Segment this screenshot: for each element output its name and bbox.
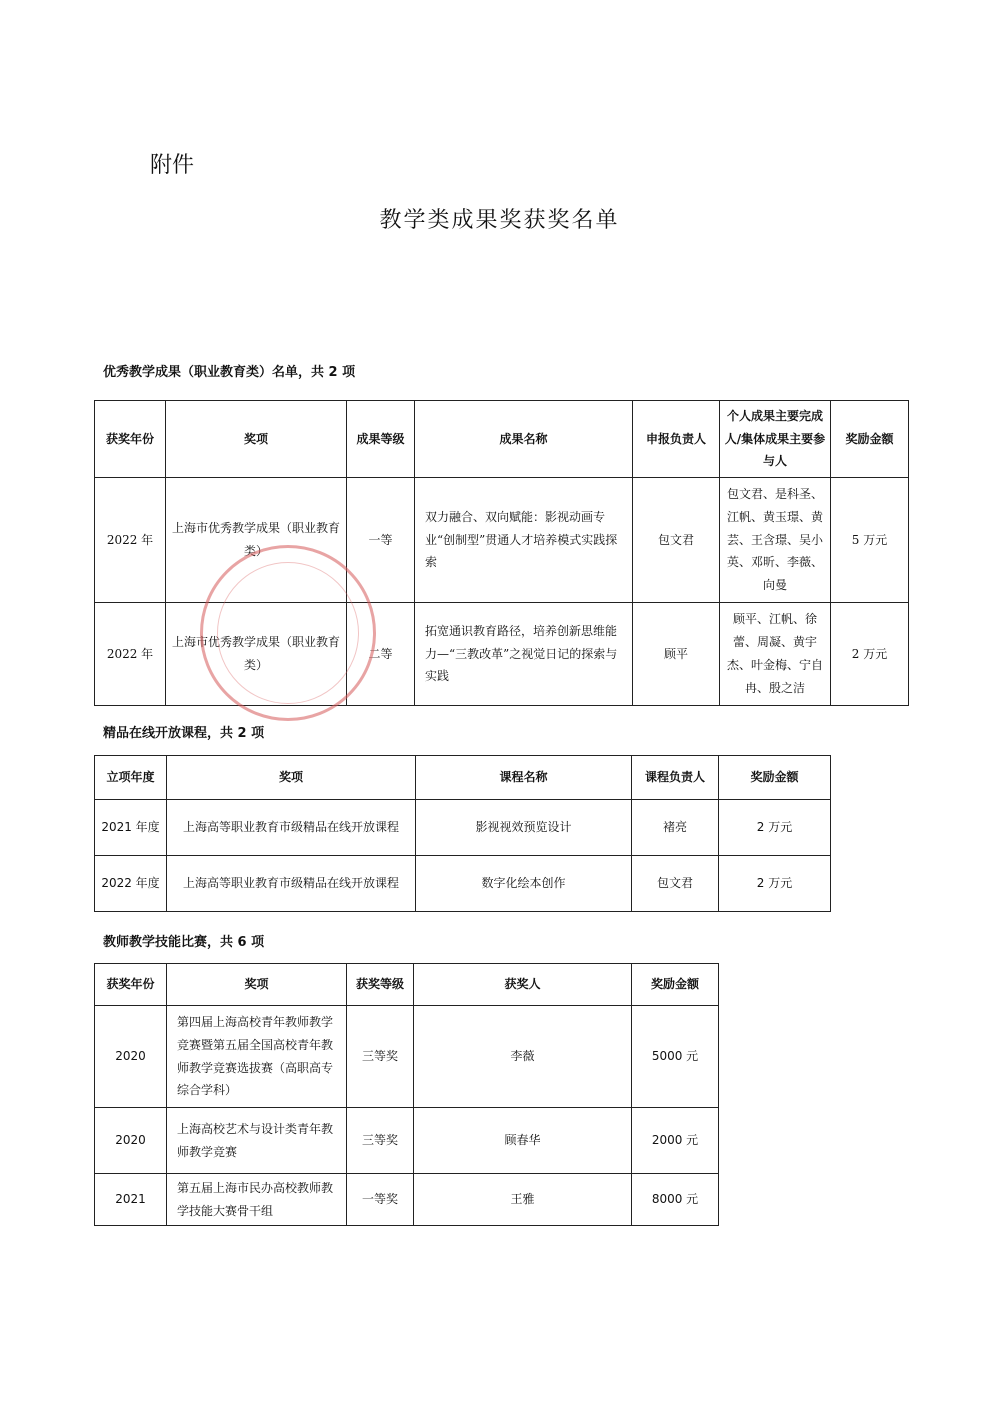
reward-amount: 5 万元 xyxy=(831,478,909,603)
project-year: 2021 年度 xyxy=(95,800,167,856)
teaching-skills-table xyxy=(94,963,719,1226)
award-grade: 一等奖 xyxy=(347,1174,414,1226)
column-header: 奖励金额 xyxy=(719,756,831,800)
award-year: 2022 年 xyxy=(95,603,166,706)
teaching-achievements-table xyxy=(94,400,909,706)
award-item: 上海市优秀教学成果（职业教育类） xyxy=(166,603,347,706)
achievement-name: 拓宽通识教育路径，培养创新思维能力—“三教改革”之视觉日记的探索与实践 xyxy=(415,603,633,706)
table-row xyxy=(95,1006,719,1108)
table-row xyxy=(95,800,831,856)
table-row xyxy=(95,856,831,912)
column-header: 立项年度 xyxy=(95,756,167,800)
winner: 李薇 xyxy=(414,1006,632,1108)
reward-amount: 2000 元 xyxy=(632,1108,719,1174)
project-year: 2022 年度 xyxy=(95,856,167,912)
column-header: 申报负责人 xyxy=(633,401,720,478)
applicant: 顾平 xyxy=(633,603,720,706)
column-header: 奖项 xyxy=(167,756,416,800)
column-header: 奖项 xyxy=(167,964,347,1006)
award-item: 第四届上海高校青年教师教学竞赛暨第五届全国高校青年教师教学竞赛选拔赛（高职高专综合学科） xyxy=(167,1006,347,1108)
page-title: 教学类成果奖获奖名单 xyxy=(379,208,620,233)
participants: 包文君、是科圣、江帆、黄玉璟、黄芸、王含璟、吴小英、邓昕、李薇、向曼 xyxy=(720,478,831,603)
column-header: 成果等级 xyxy=(347,401,415,478)
table-row xyxy=(95,1174,719,1226)
column-header: 获奖年份 xyxy=(95,964,167,1006)
reward-amount: 2 万元 xyxy=(831,603,909,706)
column-header: 获奖人 xyxy=(414,964,632,1006)
column-header: 奖励金额 xyxy=(831,401,909,478)
column-header: 获奖等级 xyxy=(347,964,414,1006)
applicant: 包文君 xyxy=(633,478,720,603)
column-header: 课程名称 xyxy=(416,756,632,800)
award-grade: 三等奖 xyxy=(347,1006,414,1108)
winner: 王雅 xyxy=(414,1174,632,1226)
table-row xyxy=(95,478,909,603)
reward-amount: 5000 元 xyxy=(632,1006,719,1108)
reward-amount: 2 万元 xyxy=(719,856,831,912)
table-row xyxy=(95,603,909,706)
winner: 顾春华 xyxy=(414,1108,632,1174)
course-name: 影视视效预览设计 xyxy=(416,800,632,856)
reward-amount: 2 万元 xyxy=(719,800,831,856)
online-courses-table xyxy=(94,755,831,912)
column-header: 课程负责人 xyxy=(632,756,719,800)
course-lead: 包文君 xyxy=(632,856,719,912)
award-item: 第五届上海市民办高校教师教学技能大赛骨干组 xyxy=(167,1174,347,1226)
table-header-row xyxy=(95,756,831,800)
attachment-label: 附件 xyxy=(150,153,195,178)
column-header: 成果名称 xyxy=(415,401,633,478)
award-item: 上海市优秀教学成果（职业教育类） xyxy=(166,478,347,603)
achievement-name: 双力融合、双向赋能：影视动画专业“创制型”贯通人才培养模式实践探索 xyxy=(415,478,633,603)
award-grade: 三等奖 xyxy=(347,1108,414,1174)
table-header-row xyxy=(95,964,719,1006)
course-name: 数字化绘本创作 xyxy=(416,856,632,912)
column-header: 获奖年份 xyxy=(95,401,166,478)
section-heading-online-courses: 精品在线开放课程，共 2 项 xyxy=(103,726,265,741)
section-heading-teaching-achievements: 优秀教学成果（职业教育类）名单，共 2 项 xyxy=(103,365,356,380)
course-lead: 褚亮 xyxy=(632,800,719,856)
column-header: 奖项 xyxy=(166,401,347,478)
column-header: 奖励金额 xyxy=(632,964,719,1006)
participants: 顾平、江帆、徐蕾、周凝、黄宇杰、叶金梅、宁自冉、殷之洁 xyxy=(720,603,831,706)
column-header: 个人成果主要完成人/集体成果主要参与人 xyxy=(720,401,831,478)
table-header-row xyxy=(95,401,909,478)
award-item: 上海高校艺术与设计类青年教师教学竞赛 xyxy=(167,1108,347,1174)
table-row xyxy=(95,1108,719,1174)
achievement-grade: 一等 xyxy=(347,478,415,603)
reward-amount: 8000 元 xyxy=(632,1174,719,1226)
achievement-grade: 二等 xyxy=(347,603,415,706)
award-item: 上海高等职业教育市级精品在线开放课程 xyxy=(167,856,416,912)
section-heading-teaching-skills: 教师教学技能比赛，共 6 项 xyxy=(103,935,265,950)
award-item: 上海高等职业教育市级精品在线开放课程 xyxy=(167,800,416,856)
award-year: 2022 年 xyxy=(95,478,166,603)
award-year: 2021 xyxy=(95,1174,167,1226)
award-year: 2020 xyxy=(95,1108,167,1174)
award-year: 2020 xyxy=(95,1006,167,1108)
